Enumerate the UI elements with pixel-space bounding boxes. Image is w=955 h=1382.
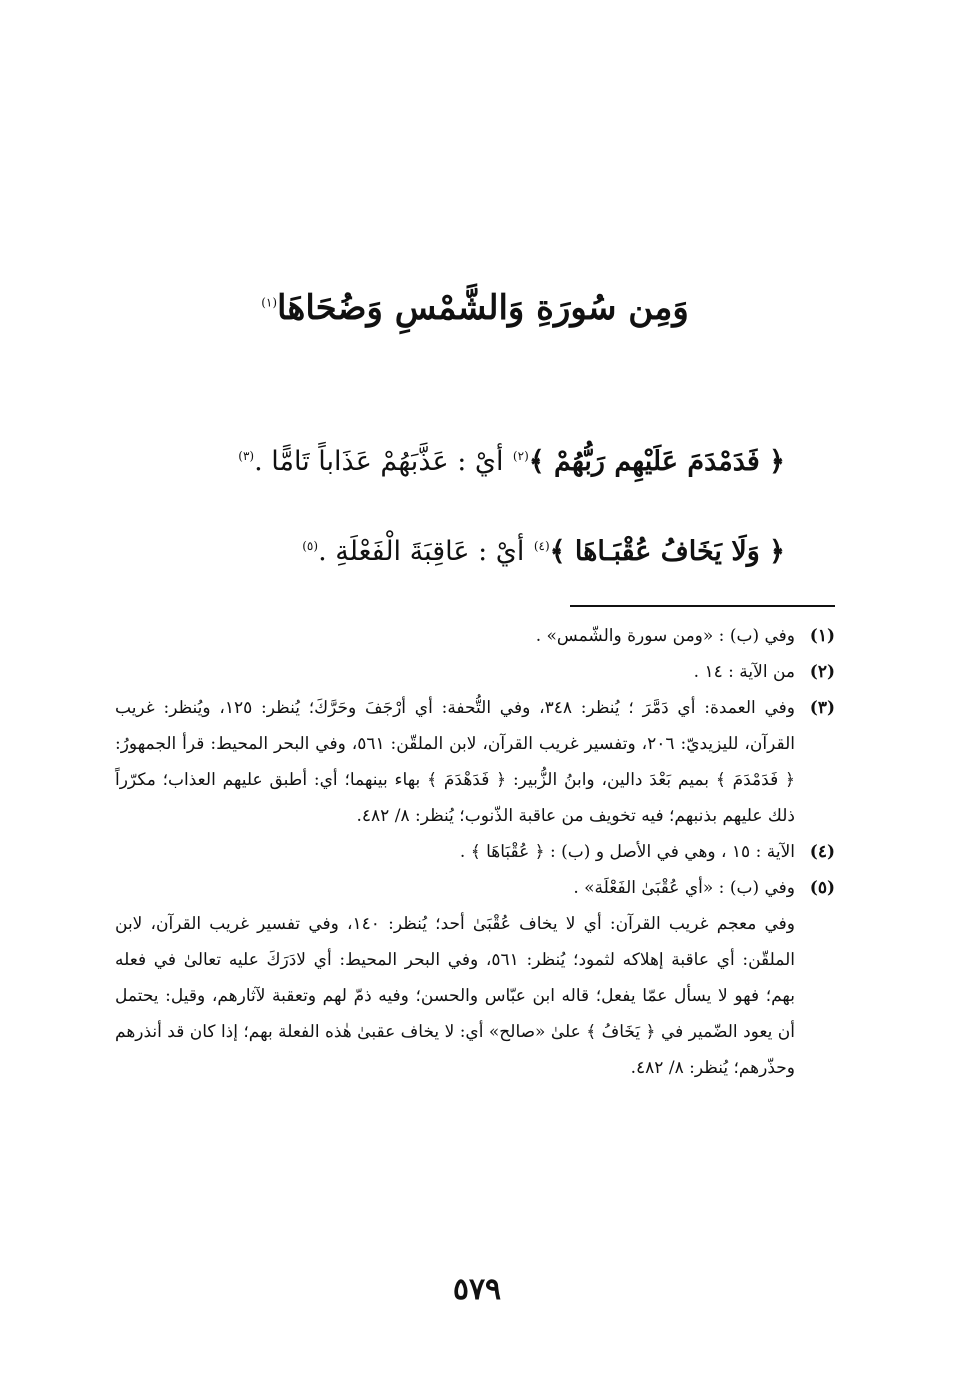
verse-line	[165, 528, 785, 576]
footnote-item	[115, 870, 835, 906]
page-number: ٥٧٩	[452, 1272, 502, 1307]
verse-gloss: أيْ : عَاقِبَةَ الْفَعْلَةِ .	[318, 536, 525, 567]
footnote-number: (٤)	[809, 842, 835, 862]
chapter-title-footnote-ref: (١)	[261, 295, 278, 310]
verse-line	[165, 438, 785, 486]
footnote-continuation: وفي معجم غريب القرآن: أي لا يخاف عُقْبَىٰ أحد؛ يُنظر: ١٤٠، وفي تفسير غريب القرآن، لابن الملقّن: أي عاقبة إهلاكه لثمود؛ يُنظر: ٥٦١، وفي البحر المحيط: أي لادَرَكَ عليه تعالىٰ في فعله بهم؛ فهو لا يسأل عمّا يفعل؛ قاله ابن عبّاس والحسن؛ وفيه ذمّ لهم وتعقبة لآثارهم، وقيل: يحتمل أن يعود الضّمير في ﴿ يَخَافُ ﴾ علىٰ «صالح» أي: لا يخاف عقبىٰ هٰذه الفعلة بهم؛ إذا كان قد أنذرهم وحذّرهم؛ يُنظر: ٨/ ٤٨٢.	[115, 914, 796, 1078]
footnotes-section	[115, 618, 835, 1086]
chapter-title	[240, 278, 710, 338]
footnote-text: وفي العمدة: أي دَمَّرَ ؛ يُنظر: ٣٤٨، وفي التُّحفة: أي أرْجَفَ وحَرَّكَ؛ يُنظر: ١٢٥، ويُنظر: غريب القرآن، لليزيديّ: ٢٠٦، وتفسير غريب القرآن، لابن الملقّن: ٥٦١، وفي البحر المحيط: قرأ الجمهورُ: ﴿ فَدَمْدَمَ ﴾ بميم بَعْدَ دالين، وابنُ الزُّبير: ﴿ فَدَهْدَمَ ﴾ بهاء بينهما؛ أي: أطبق عليهم العذاب؛ مكرّراً ذلك عليهم بذنبهم؛ فيه تخويف من عاقبة الذّنوب؛ يُنظر: ٨/ ٤٨٢.	[115, 698, 795, 826]
footnote-ref: (٣)	[238, 449, 255, 463]
chapter-title-text: وَمِن سُورَةِ وَالشَّمْسِ وَضُحَاهَا	[277, 288, 689, 328]
footnote-ref: (٢)	[512, 449, 529, 463]
footnote-number: (٥)	[809, 878, 835, 898]
footnote-number: (٢)	[809, 662, 835, 682]
footnote-ref: (٥)	[302, 539, 319, 553]
footnote-text: من الآية : ١٤ .	[693, 662, 795, 682]
quranic-quote: ﴿ وَلَا يَخَافُ عُقْبَـاهَا ﴾	[549, 536, 785, 567]
footnote-text: الآية : ١٥ ، وهي في الأصل و (ب) : ﴿ عُقْبَاهَا ﴾ .	[459, 842, 795, 862]
footnote-item	[115, 618, 835, 654]
footnote-number: (١)	[809, 626, 835, 646]
footnote-number: (٣)	[809, 698, 835, 718]
footnote-divider	[570, 605, 835, 607]
footnote-item	[115, 654, 835, 690]
footnote-item	[115, 690, 835, 834]
footnote-item	[115, 834, 835, 870]
quranic-quote: ﴿ فَدَمْدَمَ عَلَيْهِم رَبُّهُمْ ﴾	[528, 446, 785, 477]
footnote-text: وفي (ب) : «ومن سورة والشّمس» .	[535, 626, 795, 646]
verse-gloss: أيْ : عَذَّبَهُمْ عَذَاباً تَامًّا .	[254, 446, 504, 477]
footnote-ref: (٤)	[533, 539, 550, 553]
footnote-text: وفي (ب) : «أي عُقْبَىٰ الفَعْلَة» .	[573, 878, 795, 898]
